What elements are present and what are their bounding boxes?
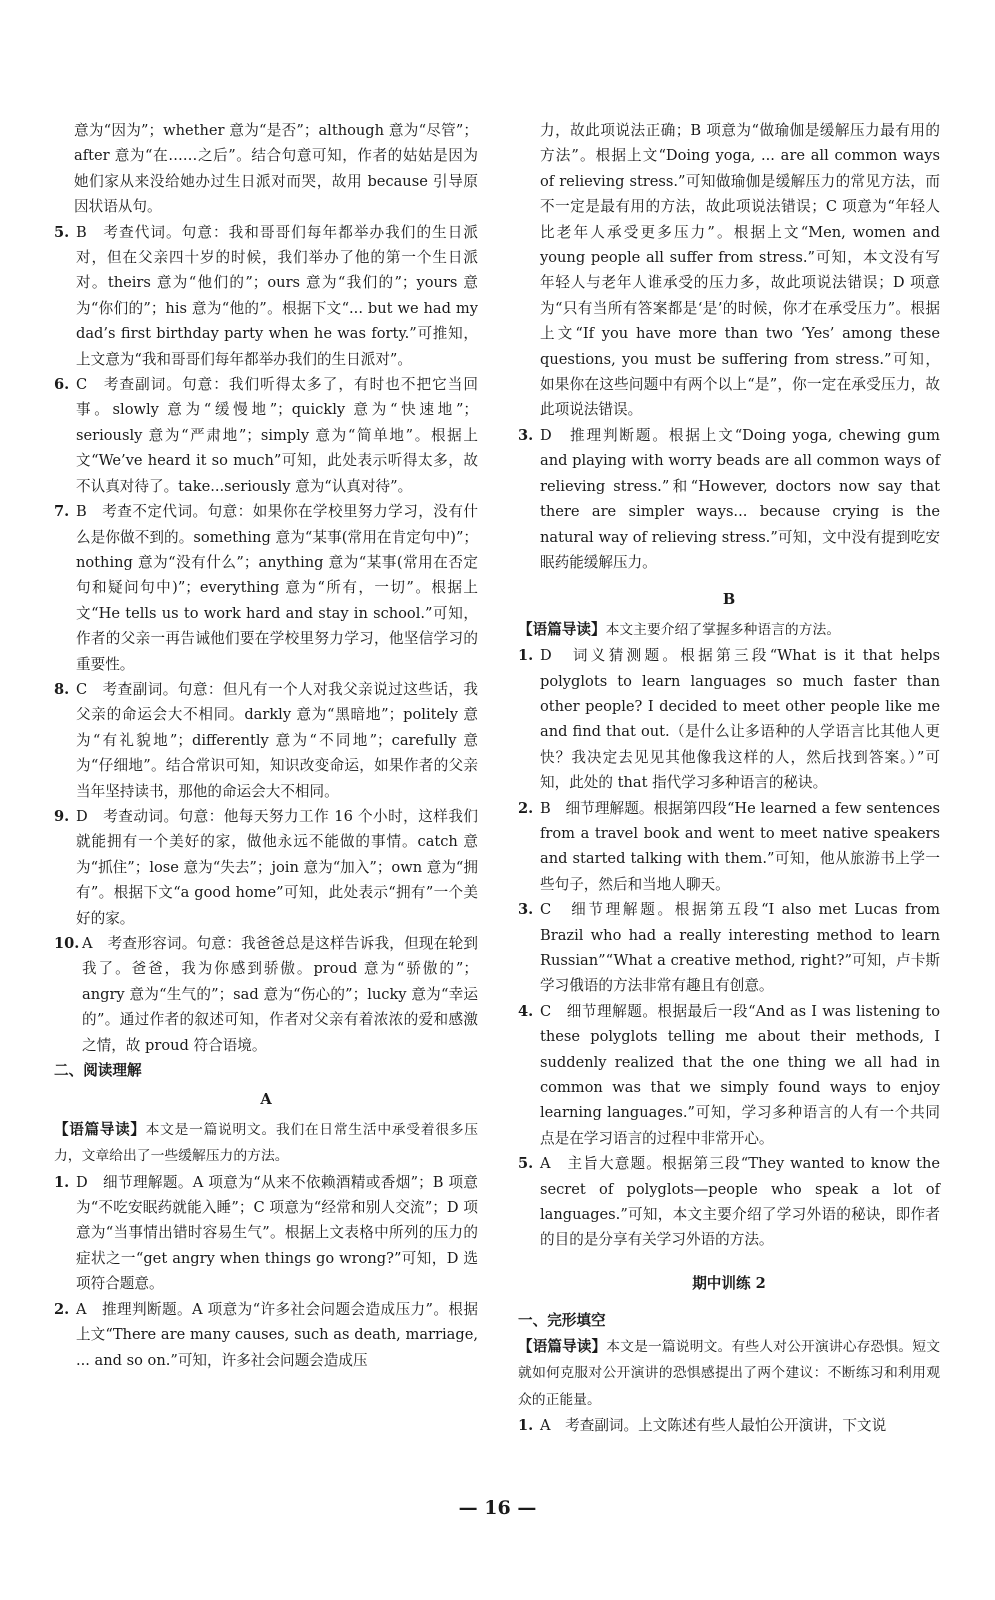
passage-intro <box>518 617 940 643</box>
page-number: — 16 — <box>458 1497 537 1519</box>
reading-item-1 <box>54 1170 478 1297</box>
passage-intro <box>518 1334 940 1413</box>
reading-item-2 <box>54 1297 478 1373</box>
reading-b-item-1 <box>518 643 940 795</box>
item-number: 10. <box>54 935 80 952</box>
reading-item-3 <box>518 423 940 575</box>
intro-text: 本文是一篇说明文。有些人对公开演讲心存恐惧。短文就如何克服对公开演讲的恐惧感提出了两个建议：不断练习和利用观众的正能量。 <box>518 1338 940 1408</box>
item-number: 4. <box>518 1002 534 1020</box>
intro-tag: 【语篇导读】 <box>54 1120 146 1138</box>
item-number: 1. <box>54 1173 70 1191</box>
item-text: C 细节理解题。根据最后一段“And as I was listening to these polyglots telling me about their methods, I suddenly realized that the one thing we all had in common was that we simply found ways to enjoy learning languages.”可知，学习多种语言的人有一个共同点是在学习语言的过程中非常开心。 <box>540 1002 940 1147</box>
item-number: 8. <box>54 680 70 698</box>
item-text: D 词义猜测题。根据第三段“What is it that helps polyglots to learn languages so much faster than other people? I decided to meet other people like me and find that out.（是什么让多语种的人学语言比其他人更快？我决定去见见其他像我这样的人，然后找到答案。）”可知，此处的 that 指代学习多种语言的秘诀。 <box>540 647 940 792</box>
item-number: 3. <box>518 901 534 919</box>
continued-paragraph: 意为“因为”；whether 意为“是否”；although 意为“尽管”；after 意为“在……之后”。结合句意可知，作者的姑姑是因为她们家从来没给她办过生日派对而哭，故用 because 引导原因状语从句。 <box>74 122 478 216</box>
item-number: 6. <box>54 376 70 394</box>
intro-tag: 【语篇导读】 <box>518 620 606 638</box>
item-text: A 推理判断题。A 项意为“许多社会问题会造成压力”。根据上文“There are many causes, such as death, marriage, ... and so on.”可知，许多社会问题会造成压 <box>76 1300 478 1369</box>
continued-paragraph: 力，故此项说法正确；B 项意为“做瑜伽是缓解压力最有用的方法”。根据上文“Doing yoga, ... are all common ways of relieving stress.”可知做瑜伽是缓解压力的常见方法，而不一定是最有用的方法，故此项说法错误；C 项意为“年轻人比老年人承受更多压力”。根据上文“Men, women and young people all suffer from stress.”可知，本文没有写年轻人与老年人谁承受的压力多，故此项说法错误；D 项意为“只有当所有答案都是‘是’的时候，你才在承受压力”。根据上文“If you have more than two ‘Yes’ among these questions, you must be suffering from stress.”可知，如果你在这些问题中有两个以上“是”，你一定在承受压力，故此项说法错误。 <box>540 122 940 419</box>
answer-item-8 <box>54 677 478 804</box>
reading-b-item-4 <box>518 999 940 1151</box>
item-number: 5. <box>518 1155 534 1173</box>
passage-label-a: A <box>260 1091 272 1109</box>
passage-intro <box>54 1117 478 1170</box>
item-text: A 主旨大意题。根据第三段“They wanted to know the secret of polyglots—people who speak a lot of languages.”可知，本文主要介绍了学习外语的秘诀，即作者的目的是分享有关学习外语的方法。 <box>540 1155 940 1249</box>
item-number: 2. <box>54 1300 70 1318</box>
item-text: A 考查副词。上文陈述有些人最怕公开演讲，下文说 <box>540 1416 887 1434</box>
item-number: 1. <box>518 647 534 665</box>
item-text: D 细节理解题。A 项意为“从来不依赖酒精或香烟”；B 项意为“不吃安眠药就能入睡”；C 项意为“经常和别人交流”；D 项意为“当事情出错时容易生气”。根据上文表格中所列的压力的症状之一“get angry when things go wrong?”可知，D 选项符合题意。 <box>76 1173 478 1293</box>
reading-b-item-3 <box>518 897 940 999</box>
item-text: C 细节理解题。根据第五段“I also met Lucas from Brazil who had a really interesting method to learn Russian”“What a creative method, right?”可知，卢卡斯学习俄语的方法非常有趣且有创意。 <box>540 901 940 995</box>
cloze-item-1 <box>518 1413 940 1438</box>
item-text: B 考查不定代词。句意：如果你在学校里努力学习，没有什么是你做不到的。something 意为“某事(常用在肯定句中)”；nothing 意为“没有什么”；anything 意为“某事(常用在否定句和疑问句中)”；everything 意为“所有，一切”。根据上文“He tells us to work hard and stay in school.”可知，作者的父亲一再告诫他们要在学校里努力学习，他坚信学习的重要性。 <box>76 503 478 673</box>
section-heading: 一、完形填空 <box>518 1312 606 1330</box>
answer-item-7 <box>54 499 478 677</box>
exam-heading: 期中训练 2 <box>692 1274 766 1292</box>
item-text: C 考查副词。句意：但凡有一个人对我父亲说过这些话，我父亲的命运会大不相同。darkly 意为“黑暗地”；politely 意为“有礼貌地”；differently 意为“不同地”；carefully 意为“仔细地”。结合常识可知，知识改变命运，如果作者的父亲当年坚持读书，那他的命运会大不相同。 <box>76 680 478 800</box>
item-number: 3. <box>518 426 534 444</box>
item-text: B 细节理解题。根据第四段“He learned a few sentences from a travel book and went to meet native speakers and started talking with them.”可知，他从旅游书上学一些句子，然后和当地人聊天。 <box>540 799 940 893</box>
answer-item-10 <box>54 931 478 1058</box>
item-text: D 考查动词。句意：他每天努力工作 16 个小时，这样我们就能拥有一个美好的家，做他永远不能做的事情。catch 意为“抓住”；lose 意为“失去”；join 意为“加入”；own 意为“拥有”。根据下文“a good home”可知，此处表示“拥有”一个美好的家。 <box>76 807 478 927</box>
item-text: C 考查副词。句意：我们听得太多了，有时也不把它当回事。slowly 意为“缓慢地”；quickly 意为“快速地”；seriously 意为“严肃地”；simply 意为“简单地”。根据上文“We’ve heard it so much”可知，此处表示听得太多，故不认真对待了。take...seriously 意为“认真对待”。 <box>76 376 478 495</box>
reading-b-item-5 <box>518 1151 940 1253</box>
passage-label-b: B <box>722 591 736 609</box>
intro-tag: 【语篇导读】 <box>518 1337 607 1355</box>
item-number: 2. <box>518 799 534 817</box>
item-number: 7. <box>54 503 70 521</box>
answer-item-6 <box>54 372 478 499</box>
item-text: A 考查形容词。句意：我爸爸总是这样告诉我，但现在轮到我了。爸爸，我为你感到骄傲。proud 意为“骄傲的”；angry 意为“生气的”；sad 意为“伤心的”；lucky 意为“幸运的”。通过作者的叙述可知，作者对父亲有着浓浓的爱和感激之情，故 proud 符合语境。 <box>82 935 478 1054</box>
item-text: B 考查代词。句意：我和哥哥们每年都举办我们的生日派对，但在父亲四十岁的时候，我们举办了他的第一个生日派对。theirs 意为“他们的”；ours 意为“我们的”；yours 意为“你们的”；his 意为“他的”。根据下文“... but we had my dad’s first birthday party when he was forty.”可推知，上文意为“我和哥哥们每年都举办我们的生日派对”。 <box>76 223 478 368</box>
reading-b-item-2 <box>518 796 940 898</box>
section-heading: 二、阅读理解 <box>54 1062 142 1080</box>
intro-text: 本文是一篇说明文。我们在日常生活中承受着很多压力，文章给出了一些缓解压力的方法。 <box>54 1121 478 1165</box>
answer-item-5 <box>54 220 478 372</box>
left-column <box>54 118 478 1373</box>
item-text: D 推理判断题。根据上文“Doing yoga, chewing gum and playing with worry beads are all common ways of relieving stress.”和“However, doctors now say that there are simpler ways... because crying is the natural way of relieving stress.”可知，文中没有提到吃安眠药能缓解压力。 <box>540 426 940 571</box>
answer-item-9 <box>54 804 478 931</box>
item-number: 5. <box>54 223 70 241</box>
item-number: 9. <box>54 807 70 825</box>
right-column <box>518 118 940 1438</box>
intro-text: 本文主要介绍了掌握多种语言的方法。 <box>605 621 841 638</box>
item-number: 1. <box>518 1416 534 1434</box>
